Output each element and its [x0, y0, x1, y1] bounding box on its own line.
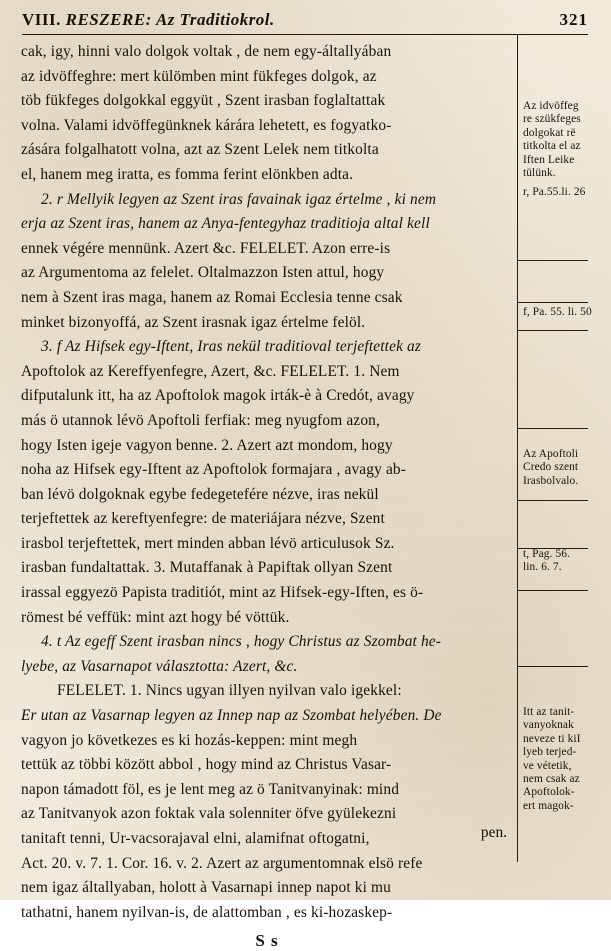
text-line: FELELET. 1. Nincs ugyan illyen nyilvan valo igekkel: [57, 682, 402, 700]
body-text-column [21, 40, 513, 951]
margin-note-idvosseg [523, 100, 587, 200]
margin-note-pa55 [523, 306, 592, 319]
text-line: 3. f Az Hifsek egy-Iftent, Iras nekül traditioval terjeftettek az [41, 338, 422, 356]
margin-note-reference: r, Pa.55.li. 26 [523, 186, 586, 199]
text-line: hogy Isten igeje vagyon benne. 2. Azert azt mondom, hogy [21, 436, 393, 454]
text-line: tettük az többi között abbol , hogy mind az Christus Vasar- [21, 756, 392, 774]
text-line: Apoftolok az Kereffyenfegre, Azert, &c. FELELET. 1. Nem [21, 362, 400, 380]
marginalia-column [521, 36, 592, 862]
page-number: 321 [559, 10, 588, 29]
text-line: Act. 20. v. 7. 1. Cor. 16. v. 2. Azert az argumentomnak elsö refe [21, 854, 423, 872]
margin-note-line: lyeb terjed- [523, 746, 577, 759]
text-line: az Tanitvanyok azon foktak vala solenniter öfve gyülekezni [21, 805, 397, 823]
text-line: tanitaft tenni, Ur-vacsorajaval elni, alamifnat oftogatni, [21, 830, 370, 847]
text-line: más ö utannok lévö Apoftoli ferfiak: meg nyugfom azon, [21, 411, 381, 429]
catchword: pen. [480, 824, 507, 841]
margin-note-line: titkolta el az [523, 140, 581, 153]
text-line: ennek végére mennünk. Azert &c. FELELET. Azon erre-is [21, 239, 391, 257]
margin-note-line: ve vétetik, [523, 759, 572, 772]
text-line: noha az Hifsek egy-Iftent az Apoftolok formajara , avagy ab- [21, 461, 407, 479]
header-title-main: RESZERE: [65, 10, 152, 29]
margin-note-line: Apoftolok- [523, 786, 575, 799]
text-line: difputalunk itt, ha az Apoftolok magok irták-è à Credót, avagy [21, 387, 415, 405]
text-line: irasban fundaltattak. 3. Mutaffanak à Papiftak ollyan Szent [21, 559, 393, 577]
text-line: ban lévö dolgoknak egybe fedegetefére nézve, iras nekül [21, 485, 379, 503]
margin-note-line: re szükfeges [523, 113, 581, 126]
header-title [22, 10, 275, 29]
margin-note-line: vanyoknak [523, 719, 574, 732]
quire-signature: S s [255, 931, 279, 951]
text-line: az Argumentoma az felelet. Oltalmazzon Isten attul, hogy [21, 264, 385, 282]
text-line: zására folgalhatott volna, azt az Szent Lelek nem titkolta [21, 141, 379, 159]
text-line: töb fükfeges dolgokkal eggyüt , Szent irasban foglaltattak [21, 92, 386, 110]
text-line: terjeftettek az kereftyenfegre: de materiájara nézve, Szent [21, 510, 385, 528]
margin-note-line: neveze ti kiI [523, 732, 581, 745]
text-line: vagyon jo következes es ki hozás-keppen: mint megh [21, 731, 358, 749]
margin-note-pag56 [523, 548, 587, 575]
header-rule [22, 34, 588, 35]
text-line: nem igaz általlyaban, holott à Vasarnapi innep napot ki mu [21, 879, 391, 897]
text-line: volna. Valami idvöffegünknek kárára lehetett, es fogyatko- [21, 116, 392, 134]
text-line: el, hanem meg iratta, es fomma ferint elönkben adta. [21, 165, 354, 183]
text-line: lyebe, az Vasarnapot választotta: Azert, &c. [21, 657, 298, 675]
text-line: römest bé veffük: mint azt hogy bé vöttük. [21, 608, 290, 626]
margin-note-line: Az Apoftoli [523, 448, 579, 460]
page-header [22, 10, 588, 36]
margin-note-reference: t, Pag. 56. [523, 548, 570, 560]
text-line: 2. r Mellyik legyen az Szent iras favainak igaz értelme , ki nem [41, 190, 437, 208]
margin-note-reference: lin. 6. 7. [523, 561, 562, 574]
text-line: napon támadott föl, es je lent meg az ö Tanitvanyinak: mind [21, 780, 400, 798]
margin-note-line: Az idvöffeg [523, 100, 579, 112]
margin-rule-vertical [517, 34, 518, 862]
margin-note-apostoli-credo [523, 448, 587, 488]
text-line: az idvöffeghre: mert külömben mint fükfeges dolgok, az [21, 67, 377, 85]
margin-note-line: tülünk. [523, 167, 556, 180]
header-subtitle: Az Traditiokrol. [155, 10, 275, 29]
text-line: irassal eggyezö Papista traditiót, mint az Hifsek-egy-Iften, es ö- [21, 584, 424, 602]
margin-note-line: Credo szent [523, 461, 579, 474]
margin-note-line: Itt az tanit- [523, 706, 575, 718]
header-signature: VIII. [22, 10, 61, 29]
text-line: erja az Szent iras, hanem az Anya-fentegyhaz traditioja altal kell [21, 215, 430, 233]
margin-note-line: ert magok- [523, 799, 574, 812]
margin-note-line: nem csak az [523, 773, 580, 786]
text-line: cak, igy, hinni valo dolgok voltak , de nem egy-általlyában [21, 43, 392, 60]
text-line: 4. t Az egeff Szent irasban nincs , hogy Christus az Szombat he- [41, 633, 442, 651]
text-line: irasbol terjeftettek, mert minden abban lévö articulusok Sz. [21, 534, 395, 552]
text-line: minket bizonyoffá, az Szent irasnak igaz értelme felöl. [21, 313, 366, 331]
text-line: Er utan az Vasarnap legyen az Innep nap az Szombat helyében. De [21, 707, 442, 725]
text-line: nem à Szent iras maga, hanem az Romai Ecclesia tenne csak [21, 288, 403, 306]
margin-note-tanitvanyok [523, 706, 587, 813]
text-line: tathatni, hanem nyilvan-is, de alattomban , es ki-hozaskep- [21, 903, 393, 921]
margin-note-reference: f, Pa. 55. li. 50 [523, 306, 592, 318]
margin-note-line: dolgokat rë [523, 126, 576, 139]
margin-note-line: Iften Leike [523, 153, 575, 166]
margin-note-line: Irasbolvalo. [523, 474, 579, 487]
